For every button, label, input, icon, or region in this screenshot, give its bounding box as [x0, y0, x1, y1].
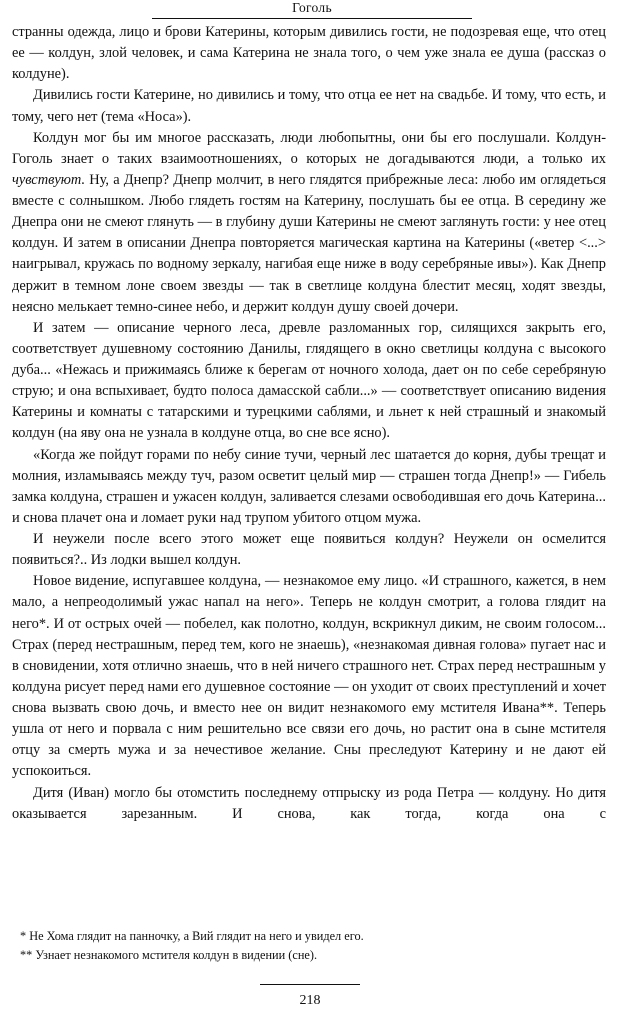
footnotes	[12, 927, 606, 965]
footnote: * Не Хома глядит на панночку, а Вий глядит на него и увидел его.	[20, 929, 364, 943]
paragraph: странны одежда, лицо и брови Катерины, которым дивились гости, не подозревая еще, что отец ее — колдун, злой человек, и сама Катерина не знала того, о чем уже знала ее душа (рассказ о колдуне).	[12, 24, 606, 83]
paragraph: Дивились гости Катерине, но дивились и тому, что отца ее нет на свадьбе. И тому, что есть, и тому, чего нет (тема «Носа»).	[12, 87, 606, 125]
paragraph-text: Колдун мог бы им многое рассказать, люди любопытны, они бы его послушали. Колдун-Гоголь знает о таких взаимоотношениях, о которых не догадываются люди, а только их	[12, 129, 606, 167]
running-head-title: Гоголь	[292, 0, 332, 15]
paragraph: И затем — описание черного леса, древле разломанных гор, силящихся закрыть его, соответствует душевному состоянию Данилы, глядящего в окно светлицы колдуна с высокого дуба... «Нежась и прижимаясь ближе к берегам от ночного холода, дает он по себе серебряную струю; и она вспыхивает, будто полоса дамасской сабли...» — соответствует описанию видения Катерины и комнаты с татарскими и турецкими саблями, и льнет к ней страшный и знакомый колдун (на яву она не узнала в колдуне отца, во сне все ясно).	[12, 319, 606, 442]
main-text	[12, 22, 606, 825]
footer-rule	[260, 984, 360, 985]
paragraph: Новое видение, испугавшее колдуна, — незнакомое ему лицо. «И страшного, кажется, в нем мало, а непреодолимый ужас напал на него». Теперь не колдун смотрит, а голова глядит на него*. И от острых очей — побелел, как полотно, колдун, вскрикнул диким, не своим голосом... Страх (перед нестрашным, перед тем, кого не знаешь), «незнакомая дивная голова» пугает нас и в сновидении, хотя отлично знаешь, что в ней ничего страшного нет. Страх перед нестрашным у колдуна рисует перед нами его душевное состояние — он уходит от своих преступлений и хочет снова вызвать свою дочь, и вместо нее он видит незнакомого ему мстителя Ивана**. Теперь ушла от него и порвала с ним решительно все связи его дочь, но растит она в сыне мстителя отцу за смерть мужа и за нечестивое желание. Сны преследуют Катерину и не дают ей успокоиться.	[12, 573, 606, 780]
paragraph	[12, 128, 606, 318]
page-number: 218	[299, 993, 321, 1008]
footnote: ** Узнает незнакомого мстителя колдун в видении (сне).	[20, 948, 318, 962]
header-rule	[152, 18, 472, 19]
paragraph-text: Ну, а Днепр? Днепр молчит, в него глядятся прибрежные леса: любо им оглядеться вместе с солнышком. Любо глядеть гостям на Катерину, послушать бы ее отца. В середину же Днепра они не смеют глянуть — в глубину души Катерины не смеют заглянуть гости: у нее отец колдун. И затем в описании Днепра повторяется магическая картина на Катерины («ветер <...> наигрывал, кружась по водному зеркалу, нагибая еще ниже в воду серебряные ивы»). Как Днепр держит в темном лоне своем звезды — так в светлице колдуна блестит месяц, ходят звезды, неясно мелькает темно-синее небо, и держит колдун душу своей дочери.	[12, 171, 606, 315]
paragraph: «Когда же пойдут горами по небу синие тучи, черный лес шатается до корня, дубы трещат и молния, изламываясь между туч, разом осветит целый мир — страшен тогда Днепр!» — Гибель замка колдуна, страшен и ужасен колдун, заливается слезами освободившая его дочь Катерина... и снова плачет она и ломает руки над трупом убитого отцом мужа.	[12, 446, 606, 526]
paragraph: И неужели после всего этого может еще появиться колдун? Неужели он осмелится появиться?.. Из лодки вышел колдун.	[12, 531, 606, 569]
emphasized-word: чувствуют.	[12, 171, 86, 188]
paragraph: Дитя (Иван) могло бы отомстить последнему отпрыску из рода Петра — колдуну. Но дитя оказывается зарезанным. И снова, как тогда, когда она с	[12, 784, 606, 822]
